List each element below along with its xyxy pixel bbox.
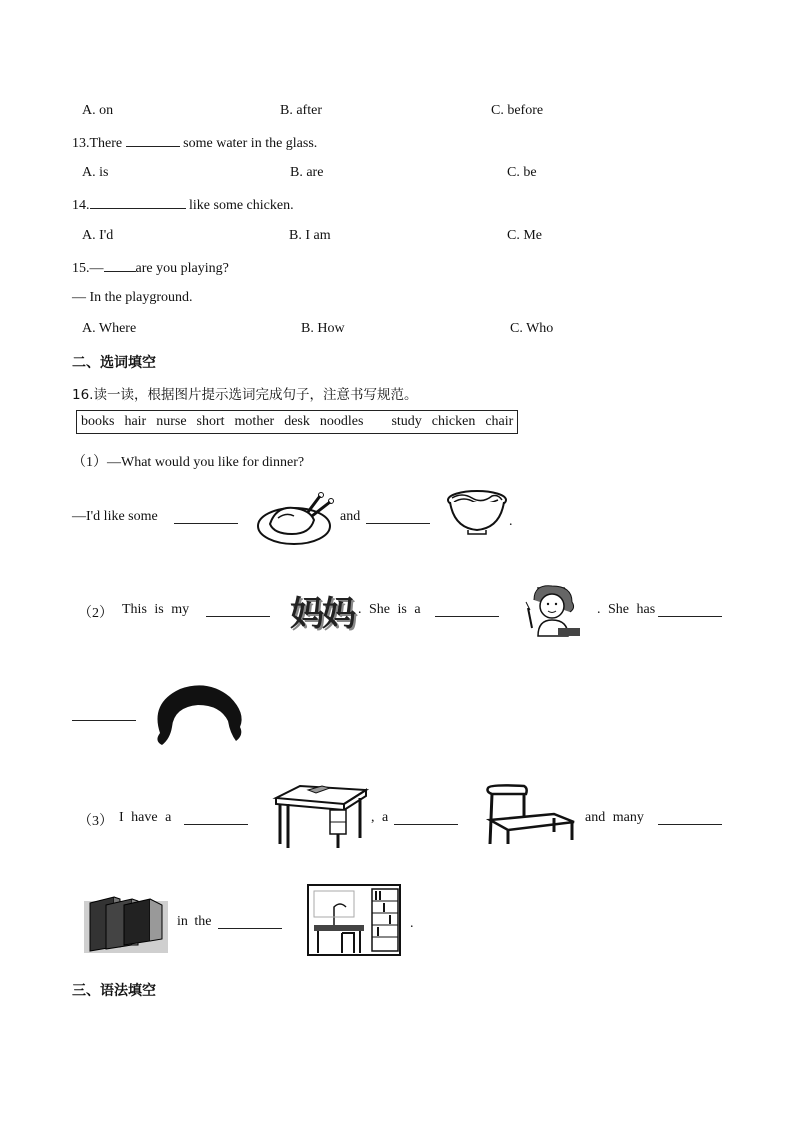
q14-post: like some chicken. <box>189 198 294 213</box>
p2-c: . She has <box>597 602 656 617</box>
word-noodles: noodles <box>319 414 364 429</box>
q15-option-b: B. How <box>301 321 345 336</box>
q13-option-c: C. be <box>507 165 537 180</box>
q13-option-b: B. are <box>290 165 324 180</box>
q13-option-a: A. is <box>82 165 109 180</box>
p1-question: （1）—What would you like for dinner? <box>72 455 305 470</box>
q13-post: some water in the glass. <box>183 136 318 151</box>
question-13 <box>72 134 317 152</box>
word-chair: chair <box>485 414 514 429</box>
q15-blank[interactable] <box>104 259 136 272</box>
p2-a: This is my <box>122 602 190 617</box>
question-15 <box>72 259 229 277</box>
books-image <box>84 891 168 953</box>
q14-option-a: A. I'd <box>82 228 114 243</box>
p1-blank-1[interactable] <box>174 511 238 524</box>
q15-option-c: C. Who <box>510 321 554 336</box>
p2-blank-1[interactable] <box>206 604 270 617</box>
q13-pre: 13.There <box>72 136 123 151</box>
desk-image <box>272 784 368 852</box>
chair-image <box>484 784 576 848</box>
mama-image: 妈妈 <box>290 594 354 634</box>
q12-option-b: B. after <box>280 103 322 118</box>
word-books: books <box>81 414 115 429</box>
study-room-image <box>306 883 402 957</box>
word-bank <box>76 410 518 434</box>
q12-option-c: C. before <box>491 103 544 118</box>
q14-option-c: C. Me <box>507 228 542 243</box>
word-desk: desk <box>284 414 310 429</box>
p3-c: and many <box>585 810 644 825</box>
p3-b: , a <box>371 810 389 825</box>
section-2-title: 二、选词填空 <box>72 355 156 371</box>
word-short: short <box>196 414 225 429</box>
question-14 <box>72 196 294 214</box>
q16-instruction: 16.读一读，根据图片提示选词完成句子，注意书写规范。 <box>72 387 418 403</box>
word-hair: hair <box>124 414 147 429</box>
p3-blank-4[interactable] <box>218 916 282 929</box>
p3-label: （3） <box>78 814 113 829</box>
section-3-title: 三、语法填空 <box>72 983 156 999</box>
q15-answer: — In the playground. <box>72 290 193 305</box>
p3-a: I have a <box>119 810 172 825</box>
p3-blank-1[interactable] <box>184 812 248 825</box>
p2-b: . She is a <box>358 602 421 617</box>
p2-blank-2[interactable] <box>435 604 499 617</box>
p3-blank-2[interactable] <box>394 812 458 825</box>
p2-label: （2） <box>78 606 113 621</box>
word-nurse: nurse <box>156 414 187 429</box>
p2-blank-3[interactable] <box>658 604 722 617</box>
q14-blank[interactable] <box>90 196 186 209</box>
nurse-image <box>520 578 582 642</box>
roast-chicken-image <box>256 488 336 548</box>
q14-pre: 14. <box>72 198 90 213</box>
p1-end: . <box>509 514 513 529</box>
word-mother: mother <box>234 414 275 429</box>
p1-blank-2[interactable] <box>366 511 430 524</box>
word-study: study <box>391 414 422 429</box>
q15-pre: 15.— <box>72 261 104 276</box>
p3-d: in the <box>177 914 212 929</box>
hair-image <box>150 683 246 749</box>
p1-mid: and <box>340 509 361 524</box>
q12-option-a: A. on <box>82 103 114 118</box>
q15-post: are you playing? <box>135 261 229 276</box>
q13-blank[interactable] <box>126 134 180 147</box>
p1-pre: —I'd like some <box>72 509 158 524</box>
q15-option-a: A. Where <box>82 321 137 336</box>
p3-end: . <box>410 916 414 931</box>
p2-blank-4[interactable] <box>72 708 136 721</box>
q14-option-b: B. I am <box>289 228 331 243</box>
p3-blank-3[interactable] <box>658 812 722 825</box>
word-chicken: chicken <box>431 414 476 429</box>
noodles-image <box>446 488 512 538</box>
